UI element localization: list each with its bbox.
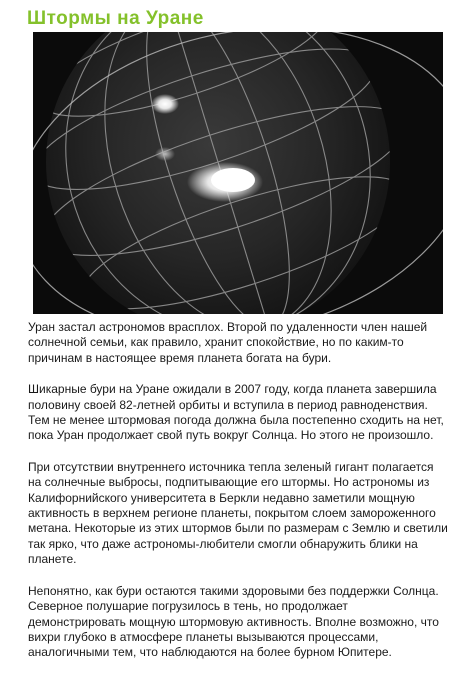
paragraph-1: Уран застал астрономов врасплох. Второй по удаленности член нашей солнечной семьи, как правило, хранит спокойствие, но по каким-то причинам в настоящее время планета богата на бури. bbox=[28, 320, 428, 365]
paragraph-4: Непонятно, как бури остаются такими здоровыми без поддержки Солнца. Северное полушарие погрузилось в тень, но продолжает демонстрировать мощную штормовую активность. Вполне возможно, что вихри глубоко в атмосфере планеты вызываются процессами, аналогичными тем, что наблюдаются на более бурном Юпитере. bbox=[28, 583, 439, 660]
uranus-storm-photo bbox=[33, 32, 443, 314]
storm-spot-small bbox=[151, 94, 179, 114]
paragraph-3: При отсутствии внутреннего источника тепла зеленый гигант полагается на солнечные выбросы, подпитывающие его штормы. Но астрономы из Калифорнийского университета в Беркли недавно заметили мощную активность в верхнем регионе планеты, покрытом слоем замороженного метана. Некоторые из этих штормов были по размерам с Землю и светили так ярко, что даже астрономы-любители смогли обнаружить блики на планете. bbox=[28, 459, 448, 567]
paragraph-2: Шикарные бури на Уране ожидали в 2007 году, когда планета завершила половину своей 82-летней орбиты и вступила в период равноденствия. Тем не менее штормовая погода должна была постепенно сходить на нет, пока Уран продолжает свой путь вокруг Солнца. Но этого не произошло. bbox=[28, 382, 444, 443]
uranus-photo-drawing bbox=[33, 32, 443, 314]
article-body bbox=[28, 320, 448, 677]
article-title: Штормы на Уране bbox=[27, 8, 204, 29]
storm-spot-faint bbox=[155, 147, 175, 161]
